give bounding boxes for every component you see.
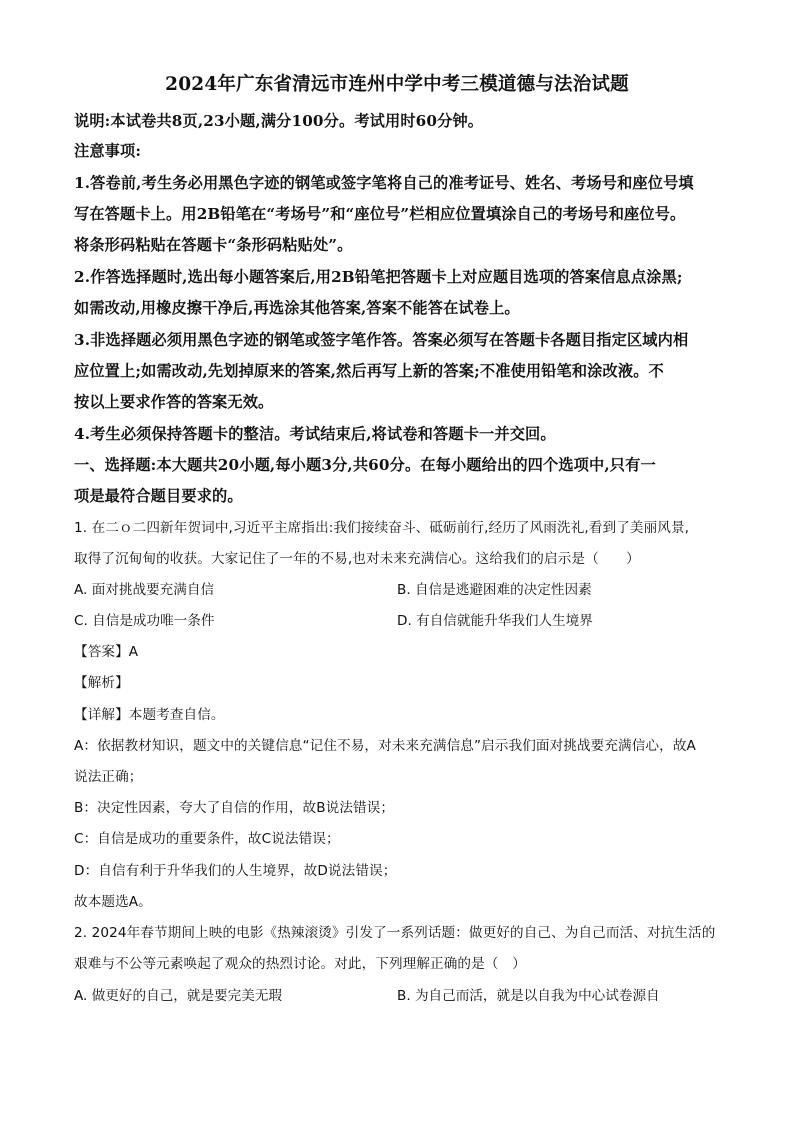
- q1-detail: 【详解】本题考查自信。: [74, 707, 225, 723]
- notice-item-1-line-2: 写在答题卡上。用2B铅笔在“考场号”和“座位号”栏相应位置填涂自己的考场号和座位号。: [74, 205, 686, 223]
- q1-stem-line-1: 1. 在二ｏ二四新年贺词中,习近平主席指出:我们接续奋斗、砥砺前行,经历了风雨洗礼,看到了美丽风景,: [74, 520, 690, 536]
- q2-stem-line-1: 2. 2024年春节期间上映的电影《热辣滚烫》引发了一系列话题：做更好的自己、为自己而活、对抗生活的: [74, 925, 716, 941]
- section-heading-line-1: 一、选择题:本大题共20小题,每小题3分,共60分。在每小题给出的四个选项中,只有一: [74, 456, 656, 474]
- page-title: 2024年广东省清远市连州中学中考三模道德与法治试题: [165, 74, 629, 95]
- q1-conclusion: 故本题选A。: [74, 894, 152, 910]
- q1-analysis-c: C：自信是成功的重要条件，故C说法错误；: [74, 831, 340, 847]
- q1-analysis-tag: 【解析】: [74, 675, 129, 691]
- notice-item-3-line-1: 3.非选择题必须用黑色字迹的钢笔或签字笔作答。答案必须写在答题卡各题目指定区域内相: [74, 331, 689, 349]
- q1-answer: 【答案】A: [74, 644, 139, 660]
- notice-item-4: 4.考生必须保持答题卡的整洁。考试结束后,将试卷和答题卡一并交回。: [74, 425, 556, 443]
- notice-item-1-line-1: 1.答卷前,考生务必用黑色字迹的钢笔或签字笔将自己的准考证号、姓名、考场号和座位号填: [74, 174, 694, 192]
- q1-option-c: C. 自信是成功唯一条件: [74, 613, 215, 629]
- q1-option-b: B. 自信是逃避困难的决定性因素: [397, 582, 592, 598]
- q1-analysis-d: D：自信有利于升华我们的人生境界，故D说法错误；: [74, 863, 397, 879]
- notice-item-3-line-2: 应位置上;如需改动,先划掉原来的答案,然后再写上新的答案;不准使用铅笔和涂改液。不: [74, 362, 664, 380]
- q2-option-b: B. 为自己而活，就是以自我为中心试卷源自: [397, 988, 660, 1004]
- notice-item-2-line-1: 2.作答选择题时,选出每小题答案后,用2B铅笔把答题卡上对应题目选项的答案信息点涂黑;: [74, 268, 683, 286]
- q1-analysis-a-line-2: 说法正确；: [74, 769, 143, 785]
- notice-item-3-line-3: 按以上要求作答的答案无效。: [74, 393, 274, 411]
- notice-item-1-line-3: 将条形码粘贴在答题卡“条形码粘贴处”。: [74, 236, 353, 254]
- q2-stem-line-2: 艰难与不公等元素唤起了观众的热烈讨论。对此，下列理解正确的是（ ）: [74, 956, 526, 972]
- notice-item-2-line-2: 如需改动,用橡皮擦干净后,再选涂其他答案,答案不能答在试卷上。: [74, 299, 520, 317]
- q1-option-a: A. 面对挑战要充满自信: [74, 582, 215, 598]
- notice-heading: 注意事项:: [74, 142, 142, 160]
- exam-note: 说明:本试卷共8页,23小题,满分100分。考试用时60分钟。: [74, 112, 484, 130]
- q1-option-d: D. 有自信就能升华我们人生境界: [397, 613, 593, 629]
- q1-analysis-a-line-1: A：依据教材知识，题文中的关键信息“记住不易，对未来充满信息”启示我们面对挑战要充满信心，故A: [74, 738, 696, 754]
- q2-option-a: A. 做更好的自己，就是要完美无瑕: [74, 988, 283, 1004]
- q1-analysis-b: B：决定性因素，夸大了自信的作用，故B说法错误；: [74, 800, 395, 816]
- q1-stem-line-2: 取得了沉甸甸的收获。大家记住了一年的不易,也对未来充满信心。这给我们的启示是（ ）: [74, 551, 640, 567]
- section-heading-line-2: 项是最符合题目要求的。: [74, 487, 243, 505]
